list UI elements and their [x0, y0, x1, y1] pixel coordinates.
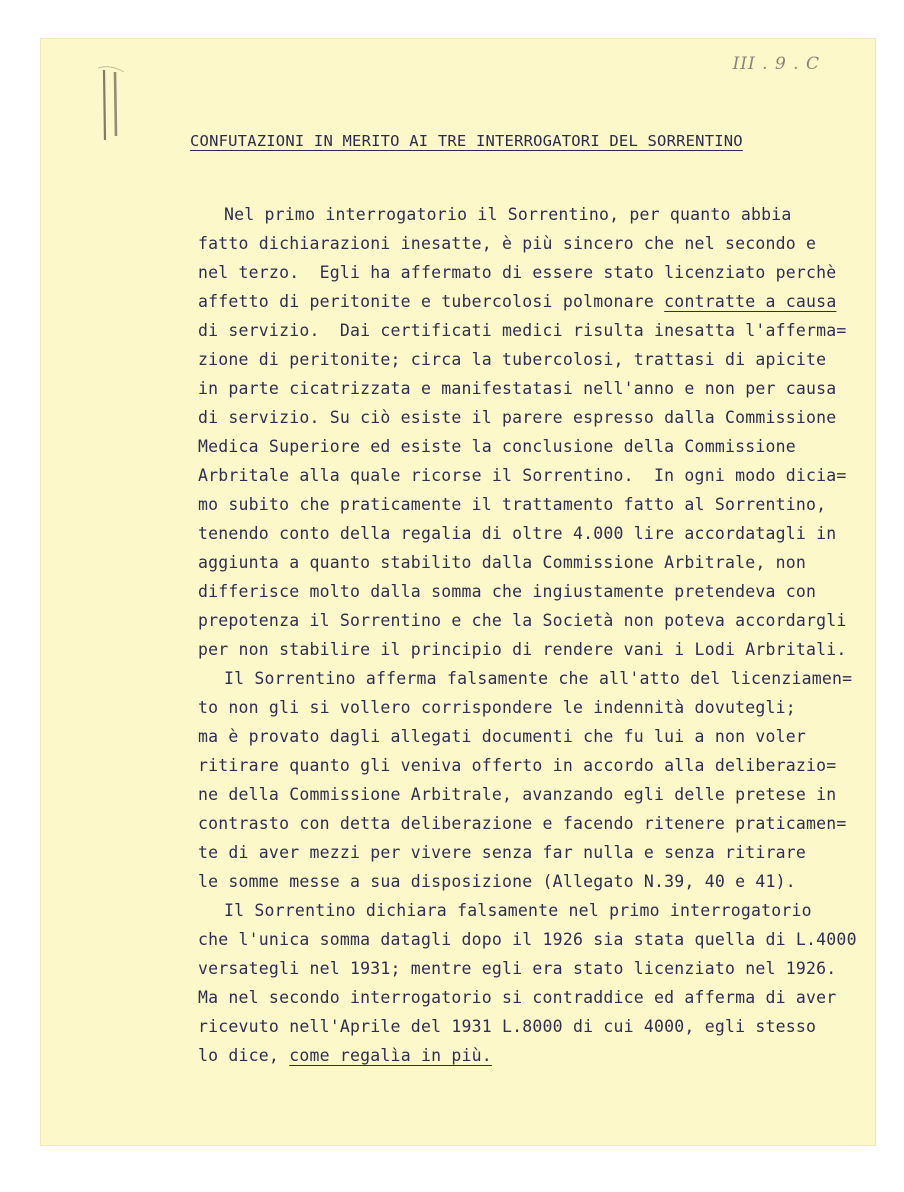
underlined-phrase: come regalìa in più.: [289, 1046, 492, 1065]
text-line: [198, 841, 806, 865]
text-line: [224, 203, 792, 227]
text-segment: differisce molto dalla somma che ingiustamente pretendeva con: [198, 582, 817, 601]
text-line: [198, 783, 836, 807]
text-line: [198, 870, 796, 894]
text-segment: ne della Commissione Arbitrale, avanzando egli delle pretese in: [198, 785, 837, 804]
text-segment: aggiunta a quanto stabilito dalla Commissione Arbitrale, non: [198, 553, 807, 572]
text-segment: che l'unica somma datagli dopo il 1926 sia stata quella di L.4000: [198, 930, 857, 949]
text-segment: Medica Superiore ed esiste la conclusione della Commissione: [198, 437, 796, 456]
text-segment: prepotenza il Sorrentino e che la Società non poteva accordargli: [198, 611, 847, 630]
text-segment: mo subito che praticamente il trattamento fatto al Sorrentino,: [198, 495, 827, 514]
text-segment: Nel primo interrogatorio il Sorrentino, per quanto abbia: [224, 205, 792, 224]
text-segment: to non gli si vollero corrispondere le indennità dovutegli;: [198, 698, 796, 717]
text-line: [198, 406, 836, 430]
text-line: [198, 348, 826, 372]
text-line: [198, 696, 796, 720]
text-line: [198, 812, 847, 836]
text-line: [224, 899, 812, 923]
text-line: [198, 377, 836, 401]
text-line: [198, 493, 826, 517]
text-segment: te di aver mezzi per vivere senza far nulla e senza ritirare: [198, 843, 807, 862]
text-line: [198, 261, 836, 285]
text-segment: fatto dichiarazioni inesatte, è più sincero che nel secondo e: [198, 234, 817, 253]
text-segment: in parte cicatrizzata e manifestatasi nell'anno e non per causa: [198, 379, 837, 398]
text-line: [198, 986, 836, 1010]
text-line: [198, 725, 806, 749]
text-line: [198, 609, 847, 633]
text-segment: Il Sorrentino dichiara falsamente nel primo interrogatorio: [224, 901, 812, 920]
text-segment: ma è provato dagli allegati documenti che fu lui a non voler: [198, 727, 807, 746]
text-line: [198, 232, 816, 256]
text-line: [198, 580, 816, 604]
text-segment: ricevuto nell'Aprile del 1931 L.8000 di cui 4000, egli stesso: [198, 1017, 817, 1036]
text-segment: per non stabilire il principio di rendere vani i Lodi Arbritali.: [198, 640, 847, 659]
text-line: [198, 754, 836, 778]
text-segment: di servizio. Su ciò esiste il parere espresso dalla Commissione: [198, 408, 837, 427]
underlined-phrase: contratte a causa: [664, 292, 837, 311]
text-segment: contrasto con detta deliberazione e facendo ritenere praticamen=: [198, 814, 847, 833]
text-line: [198, 435, 796, 459]
text-segment: le somme messe a sua disposizione (Allegato N.39, 40 e 41).: [198, 872, 796, 891]
text-segment: Arbritale alla quale ricorse il Sorrentino. In ogni modo dicia=: [198, 466, 847, 485]
text-segment: lo dice,: [198, 1046, 290, 1065]
text-line: [198, 464, 847, 488]
archive-reference-mark: III . 9 . C: [732, 54, 820, 74]
text-line: [198, 1015, 816, 1039]
text-line: [198, 290, 836, 314]
text-line: [198, 522, 836, 546]
document-page: [40, 38, 876, 1146]
text-segment: affetto di peritonite e tubercolosi polmonare: [198, 292, 665, 311]
text-segment: versategli nel 1931; mentre egli era stato licenziato nel 1926.: [198, 959, 837, 978]
binding-marks-icon: [98, 66, 128, 146]
text-segment: Ma nel secondo interrogatorio si contraddice ed afferma di aver: [198, 988, 837, 1007]
text-line: [198, 928, 857, 952]
text-segment: tenendo conto della regalia di oltre 4.000 lire accordatagli in: [198, 524, 837, 543]
text-line: [198, 1044, 492, 1068]
text-line: [198, 319, 847, 343]
text-line: [198, 957, 836, 981]
text-segment: Il Sorrentino afferma falsamente che all'atto del licenziamen=: [224, 669, 853, 688]
page-title: CONFUTAZIONI IN MERITO AI TRE INTERROGATORI DEL SORRENTINO: [190, 132, 743, 150]
text-line: [224, 667, 852, 691]
text-line: [198, 551, 806, 575]
text-segment: zione di peritonite; circa la tubercolosi, trattasi di apicite: [198, 350, 827, 369]
text-segment: ritirare quanto gli veniva offerto in accordo alla deliberazio=: [198, 756, 837, 775]
text-line: [198, 638, 847, 662]
text-segment: di servizio. Dai certificati medici risulta inesatta l'afferma=: [198, 321, 847, 340]
text-segment: nel terzo. Egli ha affermato di essere stato licenziato perchè: [198, 263, 837, 282]
